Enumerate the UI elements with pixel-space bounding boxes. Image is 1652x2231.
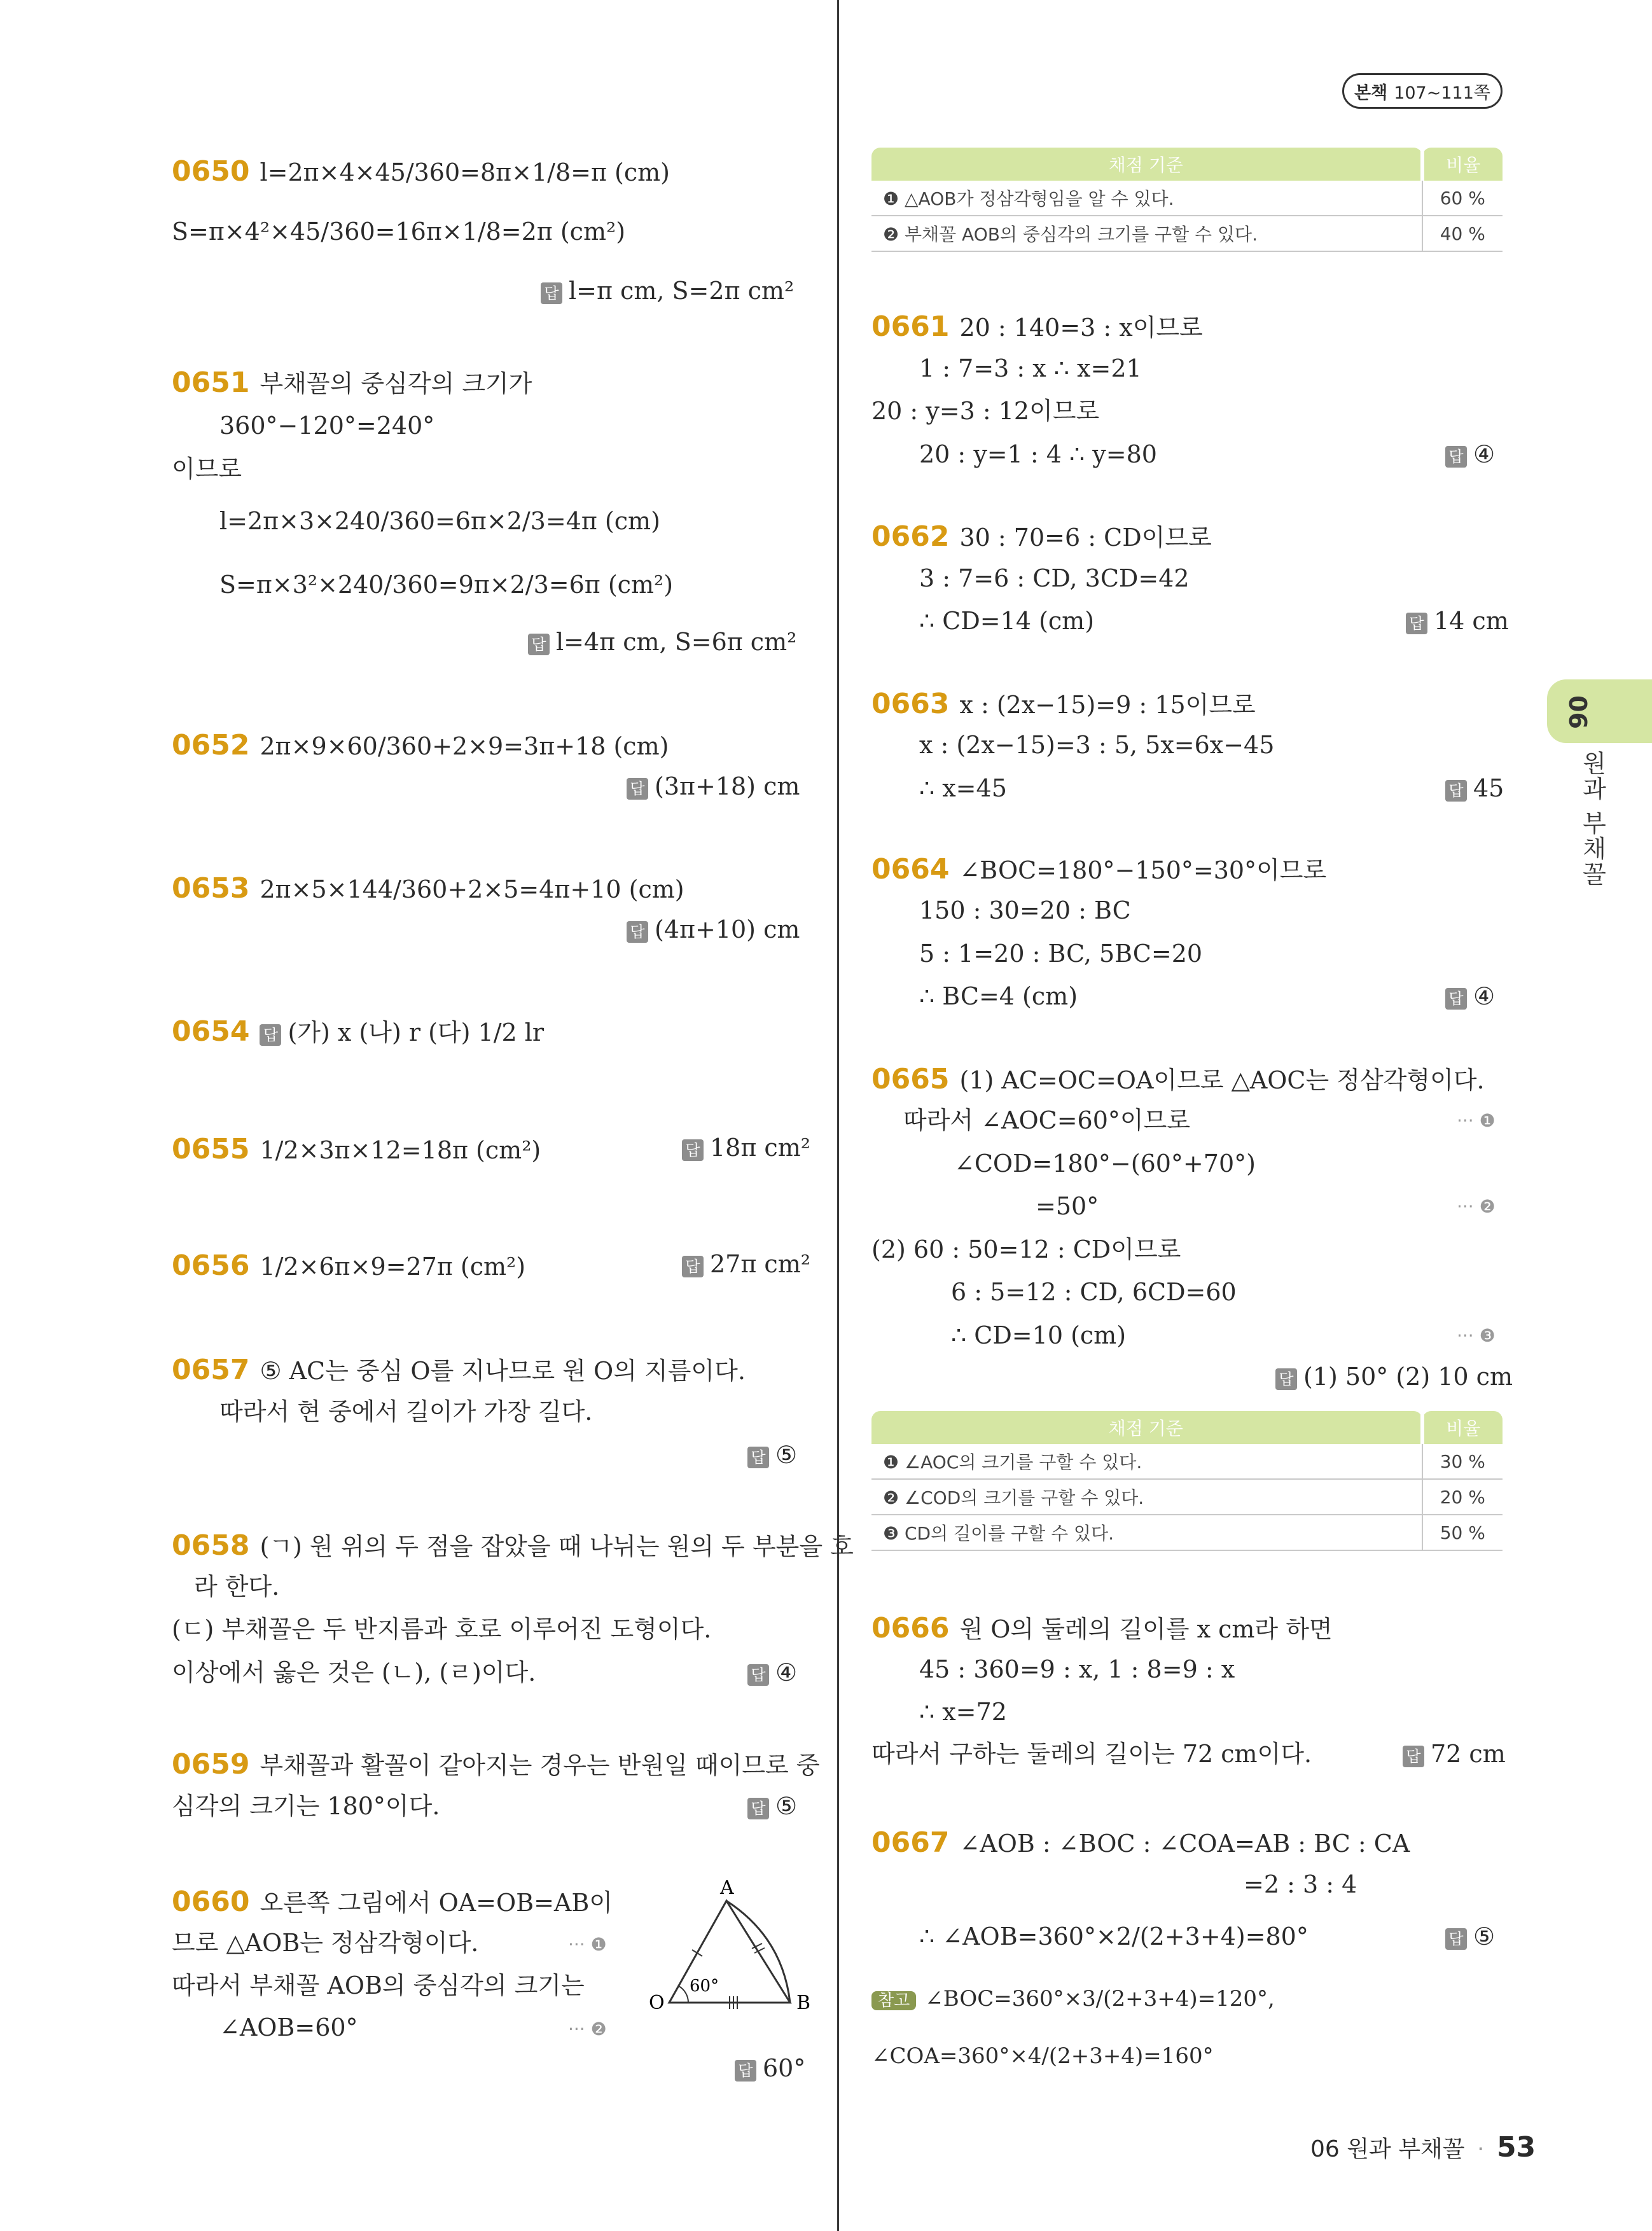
ref-book-label: 본책 <box>1354 83 1388 103</box>
chapter-side-number: 06 <box>1564 695 1592 729</box>
answer-icon: 답 <box>735 2060 756 2082</box>
step-mark: ··· ❷ <box>1457 1196 1496 1217</box>
problem-0660-line-2: 므로 △AOB는 정삼각형이다. <box>172 1929 479 1957</box>
chapter-side-title: 원과 부채꼴 <box>1578 751 1606 887</box>
criteria-text: ❸ CD의 길이를 구할 수 있다. <box>871 1515 1422 1550</box>
criteria-text: ❷ 부채꼴 AOB의 중심각의 크기를 구할 수 있다. <box>871 216 1422 251</box>
vertex-label-a: A <box>720 1877 734 1899</box>
solution-text: 부채꼴과 활꼴이 같아지는 경우는 반원일 때이므로 중 <box>260 1751 820 1779</box>
answer-text: (1) 50° (2) 10 cm <box>1303 1363 1513 1391</box>
problem-number: 0656 <box>172 1249 250 1282</box>
solution-text: x : (2x−15)=9 : 15이므로 <box>959 691 1256 719</box>
problem-0664-line-2: 150 : 30=20 : BC <box>919 896 1131 924</box>
criteria-row <box>871 216 1503 251</box>
problem-0660-line-3: 따라서 부채꼴 AOB의 중심각의 크기는 <box>172 1971 585 1999</box>
problem-0654-line-1 <box>172 1015 545 1048</box>
problem-0656-line-1 <box>172 1249 526 1282</box>
problem-0652-line-1 <box>172 729 669 761</box>
problem-0650-line-1 <box>172 155 670 188</box>
problem-0659-answer <box>747 1794 797 1819</box>
problem-0661-line-4: 20 : y=1 : 4 ∴ y=80 <box>919 440 1157 468</box>
problem-number: 0664 <box>871 853 950 886</box>
problem-0652-answer <box>627 774 800 800</box>
problem-number: 0661 <box>871 310 950 343</box>
problem-0655-line-1 <box>172 1133 541 1165</box>
solution-text: (ㄱ) 원 위의 두 점을 잡았을 때 나뉘는 원의 두 부분을 호 <box>260 1533 854 1560</box>
criteria-text: ❶ △AOB가 정삼각형임을 알 수 있다. <box>871 181 1422 216</box>
problem-0665-answer <box>1275 1365 1513 1390</box>
criteria-text: ❷ ∠COD의 크기를 구할 수 있다. <box>871 1479 1422 1515</box>
problem-number: 0657 <box>172 1354 250 1386</box>
problem-0665-line-6: 6 : 5=12 : CD, 6CD=60 <box>951 1278 1237 1306</box>
solution-text: 부채꼴의 중심각의 크기가 <box>260 370 532 398</box>
problem-number: 0658 <box>172 1529 250 1562</box>
problem-0651-line-2: 360°−120°=240° <box>219 412 435 440</box>
answer-text: l=π cm, S=2π cm² <box>569 277 795 305</box>
problem-0665-line-5: (2) 60 : 50=12 : CD이므로 <box>871 1235 1181 1263</box>
problem-0651-answer <box>528 630 796 655</box>
solution-text: ∠AOB : ∠BOC : ∠COA=AB : BC : CA <box>959 1830 1410 1858</box>
criteria-row <box>871 1444 1503 1479</box>
answer-icon: 답 <box>1445 446 1467 468</box>
answer-icon: 답 <box>627 778 648 800</box>
problem-0667-answer <box>1445 1924 1495 1950</box>
problem-0660-line-1 <box>172 1888 613 1916</box>
triangle-aob-figure <box>642 1873 814 2023</box>
problem-0661-answer <box>1445 442 1495 468</box>
solution-text: l=2π×4×45/360=8π×1/8=π (cm) <box>260 158 670 186</box>
solution-text: ⑤ AC는 중심 O를 지나므로 원 O의 지름이다. <box>260 1357 746 1385</box>
problem-0651-line-3: 이므로 <box>172 455 242 483</box>
vertex-label-o: O <box>649 1992 665 2014</box>
answer-icon: 답 <box>260 1024 281 1046</box>
solution-text: 20 : 140=3 : x이므로 <box>959 314 1203 342</box>
ratio-header: 비율 <box>1422 148 1503 181</box>
problem-0663-answer <box>1445 776 1504 802</box>
problem-0665-line-2: 따라서 ∠AOC=60°이므로 <box>903 1106 1191 1134</box>
answer-icon: 답 <box>528 634 550 655</box>
problem-0657-line-2: 따라서 현 중에서 길이가 가장 길다. <box>219 1398 593 1426</box>
problem-0662-line-3: ∴ CD=14 (cm) <box>919 607 1095 635</box>
problem-0653-line-1 <box>172 872 684 905</box>
solution-text: 30 : 70=6 : CD이므로 <box>959 524 1212 552</box>
answer-text: ④ <box>775 1658 798 1686</box>
problem-0659-line-2: 심각의 크기는 180°이다. <box>172 1792 440 1820</box>
problem-number: 0660 <box>172 1886 250 1918</box>
solution-text: ∠BOC=180°−150°=30°이므로 <box>959 856 1327 884</box>
answer-text: ④ <box>1473 982 1496 1010</box>
note-badge: 참고 <box>871 1991 916 2010</box>
problem-number: 0666 <box>871 1612 950 1644</box>
problem-number: 0650 <box>172 155 250 188</box>
solution-text: (1) AC=OC=OA이므로 △AOC는 정삼각형이다. <box>959 1066 1485 1094</box>
answer-text: ⑤ <box>775 1441 798 1469</box>
problem-number: 0665 <box>871 1063 950 1095</box>
problem-0657-line-1 <box>172 1356 746 1384</box>
problem-0653-answer <box>627 917 800 943</box>
criteria-ratio: 30 % <box>1422 1444 1503 1479</box>
criteria-ratio: 40 % <box>1422 216 1503 251</box>
problem-0665-line-1 <box>871 1063 1485 1095</box>
vertex-label-b: B <box>796 1992 811 2014</box>
problem-0651-line-5: S=π×3²×240/360=9π×2/3=6π (cm²) <box>219 571 674 599</box>
problem-0660-answer <box>735 2056 805 2082</box>
answer-text: ⑤ <box>1473 1922 1496 1950</box>
solution-text: 2π×9×60/360+2×9=3π+18 (cm) <box>260 732 669 760</box>
answer-icon: 답 <box>1275 1368 1297 1390</box>
answer-text: 14 cm <box>1434 607 1509 635</box>
problem-0666-line-4: 따라서 구하는 둘레의 길이는 72 cm이다. <box>871 1740 1312 1768</box>
column-divider <box>837 0 839 2231</box>
problem-0667-line-2: =2 : 3 : 4 <box>1244 1870 1357 1898</box>
problem-0664-answer <box>1445 984 1495 1010</box>
problem-0658-answer <box>747 1660 797 1686</box>
problem-0655-answer <box>682 1136 810 1161</box>
problem-0666-line-2: 45 : 360=9 : x, 1 : 8=9 : x <box>919 1655 1235 1683</box>
criteria-row <box>871 181 1503 216</box>
problem-number: 0667 <box>871 1826 950 1859</box>
reference-pages-badge <box>1342 73 1503 109</box>
problem-0663-line-1 <box>871 690 1256 718</box>
problem-0661-line-1 <box>871 310 1203 343</box>
problem-0663-line-2: x : (2x−15)=3 : 5, 5x=6x−45 <box>919 731 1275 759</box>
problem-0666-line-1 <box>871 1612 1333 1644</box>
solution-text: 2π×5×144/360+2×5=4π+10 (cm) <box>260 875 684 903</box>
solution-text: 오른쪽 그림에서 OA=OB=AB이 <box>260 1889 613 1917</box>
problem-0658-line-3: (ㄷ) 부채꼴은 두 반지름과 호로 이루어진 도형이다. <box>172 1615 712 1643</box>
criteria-ratio: 20 % <box>1422 1479 1503 1515</box>
answer-text: (가) x (나) r (다) 1/2 lr <box>288 1018 545 1046</box>
footer-chapter: 06 원과 부채꼴 <box>1310 2136 1465 2162</box>
answer-icon: 답 <box>541 282 562 304</box>
problem-0666-answer <box>1403 1742 1506 1767</box>
answer-icon: 답 <box>747 1447 769 1468</box>
criteria-header: 채점 기준 <box>871 1411 1422 1444</box>
scoring-criteria-table-1 <box>871 148 1503 252</box>
problem-0662-line-1 <box>871 520 1212 553</box>
answer-icon: 답 <box>1403 1746 1424 1767</box>
problem-number: 0652 <box>172 729 250 761</box>
problem-number: 0651 <box>172 366 250 399</box>
step-mark: ··· ❸ <box>1457 1325 1496 1346</box>
problem-0656-answer <box>682 1252 810 1277</box>
answer-icon: 답 <box>627 921 648 943</box>
note-line-1 <box>871 1988 1275 2010</box>
ratio-header: 비율 <box>1422 1411 1503 1444</box>
problem-0667-line-1 <box>871 1826 1410 1859</box>
problem-0661-line-2: 1 : 7=3 : x ∴ x=21 <box>919 354 1142 382</box>
problem-0667-line-3: ∴ ∠AOB=360°×2/(2+3+4)=80° <box>919 1922 1308 1950</box>
answer-text: l=4π cm, S=6π cm² <box>556 628 797 656</box>
problem-0658-line-1 <box>172 1529 854 1562</box>
problem-0659-line-1 <box>172 1748 820 1781</box>
problem-0660-line-4: ∠AOB=60° <box>219 2013 358 2041</box>
problem-0665-line-4: =50° <box>1036 1192 1099 1220</box>
answer-text: (3π+18) cm <box>655 772 800 800</box>
criteria-ratio: 60 % <box>1422 181 1503 216</box>
problem-0665-line-7: ∴ CD=10 (cm) <box>951 1321 1127 1349</box>
criteria-text: ❶ ∠AOC의 크기를 구할 수 있다. <box>871 1444 1422 1479</box>
criteria-header: 채점 기준 <box>871 148 1422 181</box>
angle-label: 60° <box>690 1977 719 1996</box>
answer-text: (4π+10) cm <box>655 915 800 943</box>
problem-0664-line-1 <box>871 853 1327 886</box>
answer-text: ④ <box>1473 440 1496 468</box>
answer-text: 18π cm² <box>710 1134 810 1162</box>
criteria-ratio: 50 % <box>1422 1515 1503 1550</box>
problem-0651-line-4: l=2π×3×240/360=6π×2/3=4π (cm) <box>219 507 660 535</box>
step-mark: ··· ❷ <box>568 2019 607 2040</box>
problem-0661-line-3: 20 : y=3 : 12이므로 <box>871 397 1100 425</box>
criteria-row <box>871 1479 1503 1515</box>
problem-0651-line-1 <box>172 366 532 399</box>
answer-icon: 답 <box>682 1256 704 1277</box>
problem-0662-answer <box>1406 609 1509 634</box>
answer-text: 27π cm² <box>710 1250 810 1278</box>
answer-icon: 답 <box>682 1139 704 1161</box>
step-mark: ··· ❶ <box>568 1934 607 1955</box>
answer-text: 45 <box>1473 774 1504 802</box>
answer-icon: 답 <box>747 1798 769 1819</box>
answer-text: 60° <box>763 2054 806 2082</box>
scoring-criteria-table-2 <box>871 1411 1503 1551</box>
problem-0664-line-4: ∴ BC=4 (cm) <box>919 982 1078 1010</box>
answer-text: ⑤ <box>775 1792 798 1820</box>
answer-icon: 답 <box>747 1664 769 1686</box>
step-mark: ··· ❶ <box>1457 1110 1496 1131</box>
solution-text: 1/2×3π×12=18π (cm²) <box>260 1136 541 1164</box>
answer-icon: 답 <box>1445 780 1467 802</box>
problem-0664-line-3: 5 : 1=20 : BC, 5BC=20 <box>919 940 1203 968</box>
problem-0662-line-2: 3 : 7=6 : CD, 3CD=42 <box>919 564 1190 592</box>
answer-icon: 답 <box>1445 988 1467 1010</box>
note-line-2: ∠COA=360°×4/(2+3+4)=160° <box>871 2043 1214 2069</box>
solution-text: 1/2×6π×9=27π (cm²) <box>260 1253 526 1281</box>
problem-0658-line-4: 이상에서 옳은 것은 (ㄴ), (ㄹ)이다. <box>172 1658 536 1686</box>
answer-icon: 답 <box>1406 613 1427 634</box>
problem-number: 0663 <box>871 688 950 720</box>
problem-number: 0654 <box>172 1015 250 1048</box>
problem-0650-answer <box>541 279 794 304</box>
answer-icon: 답 <box>1445 1928 1467 1950</box>
problem-0663-line-3: ∴ x=45 <box>919 774 1007 802</box>
solution-text: 원 O의 둘레의 길이를 x cm라 하면 <box>959 1615 1333 1643</box>
criteria-row <box>871 1515 1503 1550</box>
problem-number: 0655 <box>172 1133 250 1165</box>
problem-number: 0659 <box>172 1748 250 1781</box>
note-text: ∠BOC=360°×3/(2+3+4)=120°, <box>925 1986 1275 2012</box>
answer-text: 72 cm <box>1431 1740 1506 1768</box>
problem-0650-line-2: S=π×4²×45/360=16π×1/8=2π (cm²) <box>172 218 626 246</box>
problem-number: 0662 <box>871 520 950 553</box>
ref-pages-label: 107~111쪽 <box>1394 83 1490 103</box>
problem-0657-answer <box>747 1443 797 1468</box>
page-number: 53 <box>1496 2131 1536 2164</box>
problem-0665-line-3: ∠COD=180°−(60°+70°) <box>954 1150 1256 1178</box>
problem-0658-line-2: 라 한다. <box>194 1573 280 1601</box>
page-footer: 06 원과 부채꼴 · 53 <box>1310 2131 1536 2164</box>
problem-0666-line-3: ∴ x=72 <box>919 1698 1007 1726</box>
problem-number: 0653 <box>172 872 250 905</box>
